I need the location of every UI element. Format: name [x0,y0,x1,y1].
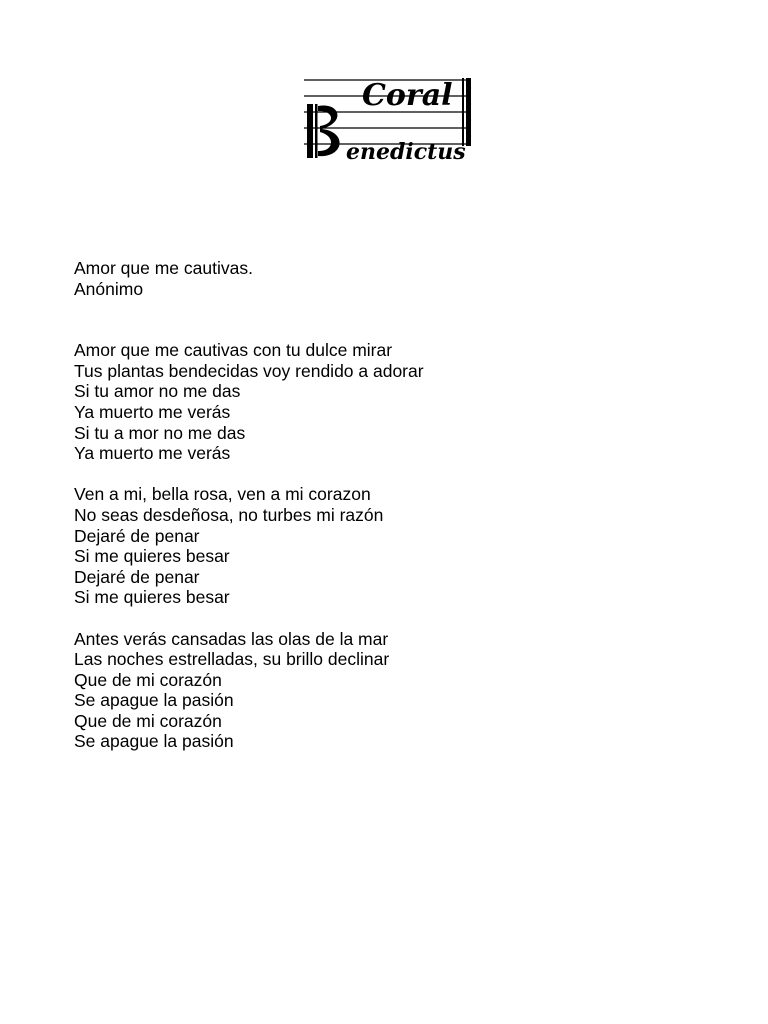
logo-graphic [300,72,476,168]
lyric-line: Que de mi corazón [74,669,222,690]
lyric-line: Que de mi corazón [74,710,222,731]
lyric-line: Se apague la pasión [74,731,234,752]
lyric-line: Ven a mi, bella rosa, ven a mi corazon [74,484,371,505]
song-header [74,258,694,299]
logo-bottom-word: enedictus [346,139,466,165]
lyric-line: Se apague la pasión [74,690,234,711]
stanza-1 [74,340,694,464]
lyric-line: Las noches estrelladas, su brillo declinar [74,649,390,670]
lyric-line: Tus plantas bendecidas voy rendido a adorar [74,360,424,381]
lyric-line: Si tu amor no me das [74,381,241,402]
lyric-line: Si me quieres besar [74,546,230,567]
lyric-line: Antes verás cansadas las olas de la mar [74,628,389,649]
lyric-line: Dejaré de penar [74,566,200,587]
song-author: Anónimo [74,278,144,299]
lyric-line: Si tu a mor no me das [74,422,246,443]
stanza-2 [74,484,694,608]
lyric-line: No seas desdeñosa, no turbes mi razón [74,504,384,525]
lyrics-document [74,258,694,773]
lyric-line: Ya muerto me verás [74,401,231,422]
lyric-line: Ya muerto me verás [74,443,231,464]
stanza-3 [74,629,694,753]
coral-benedictus-logo [300,72,476,168]
lyric-line: Amor que me cautivas con tu dulce mirar [74,340,393,361]
lyric-line: Dejaré de penar [74,525,200,546]
song-title: Amor que me cautivas. [74,258,253,278]
logo-top-word: Coral [362,78,453,113]
lyric-line: Si me quieres besar [74,587,230,608]
